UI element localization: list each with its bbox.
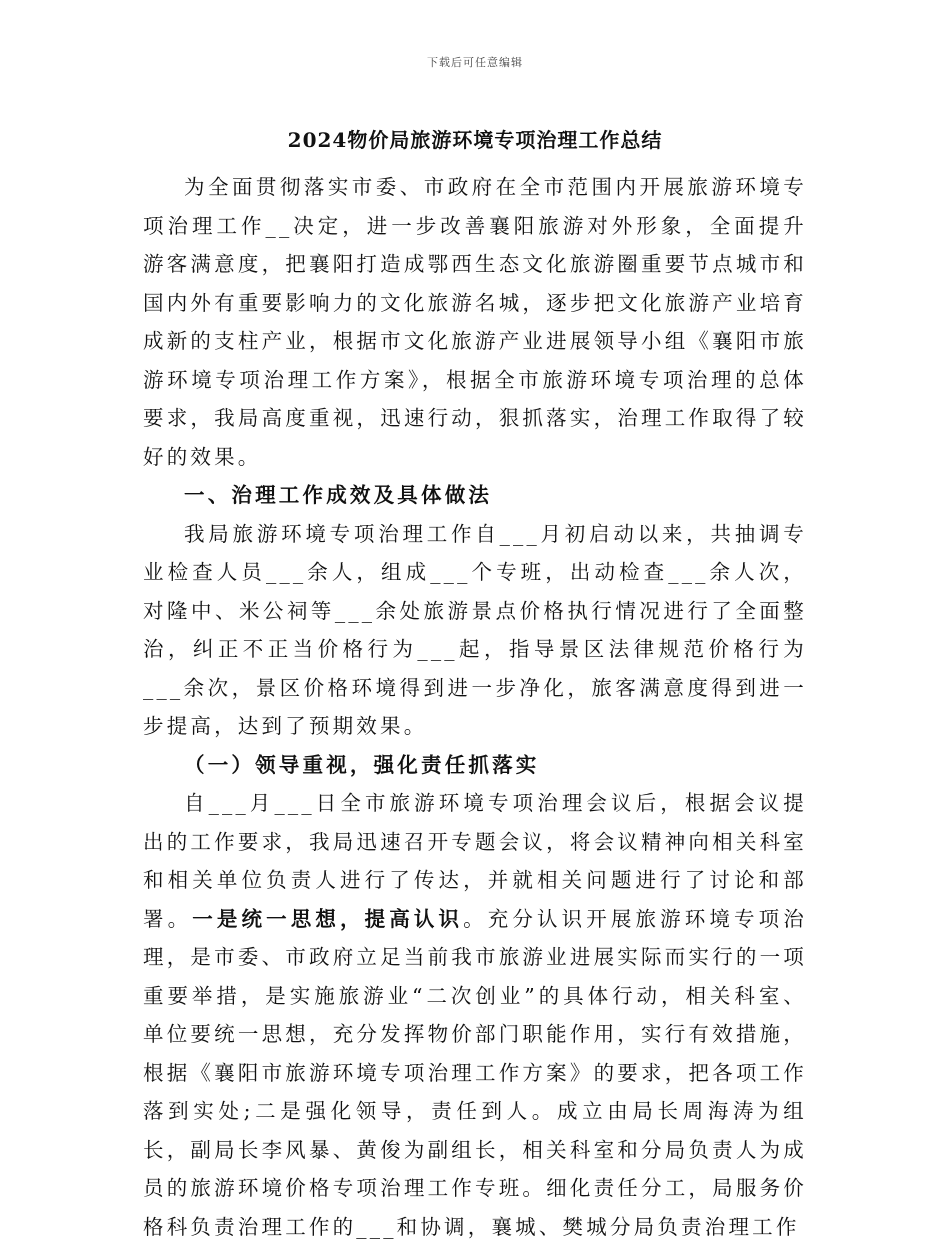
subsection-1-paragraph (143, 784, 807, 1246)
subsection-1-text-part-2: 。充分认识开展旅游环境专项治理，是市委、市政府立足当前我市旅游业进展实际而实行的一项重要举措，是实施旅游业“二次创业”的具体行动，相关科室、单位要统一思想，充分发挥物价部门职能作用，实行有效措施，根据《襄阳市旅游环境专项治理工作方案》的要求，把各项工作落到实处;二是强化领导，责任到人。成立由局长周海涛为组长，副局长李风暴、黄俊为副组长，相关科室和分局负责人为成员的旅游环境价格专项治理工作专班。细化责任分工，局服务价格科负责治理工作的___和协调，襄城、樊城分局负责治理工作 (143, 906, 807, 1239)
subsection-1-text-part-1: 自___月___日全市旅游环境专项治理会议后，根据会议提出的工作要求，我局迅速召开专题会议，将会议精神向相关科室和相关单位负责人进行了传达，并就相关问题进行了讨论和部署。 (143, 791, 807, 931)
subsection-1-bold-phrase: 一是统一思想，提高认识 (192, 906, 464, 931)
intro-paragraph: 为全面贯彻落实市委、市政府在全市范围内开展旅游环境专项治理工作__决定，进一步改善襄阳旅游对外形象，全面提升游客满意度，把襄阳打造成鄂西生态文化旅游圈重要节点城市和国内外有重要影响力的文化旅游名城，逐步把文化旅游产业培育成新的支柱产业，根据市文化旅游产业进展领导小组《襄阳市旅游环境专项治理工作方案》，根据全市旅游环境专项治理的总体要求，我局高度重视，迅速行动，狠抓落实，治理工作取得了较好的效果。 (143, 175, 807, 469)
section-heading-1: 一、治理工作成效及具体做法 (184, 483, 493, 507)
document-title: 2024物价局旅游环境专项治理工作总结 (287, 128, 663, 152)
header-note: 下载后可任意编辑 (427, 56, 523, 69)
document-body (143, 168, 807, 1246)
section-1-paragraph: 我局旅游环境专项治理工作自___月初启动以来，共抽调专业检查人员___余人，组成___个专班，出动检查___余人次，对隆中、米公祠等___余处旅游景点价格执行情况进行了全面整治，纠正不正当价格行为___起，指导景区法律规范价格行为___余次，景区价格环境得到进一步净化，旅客满意度得到进一步提高，达到了预期效果。 (143, 521, 807, 738)
subsection-heading-1: （一）领导重视，强化责任抓落实 (184, 752, 540, 777)
